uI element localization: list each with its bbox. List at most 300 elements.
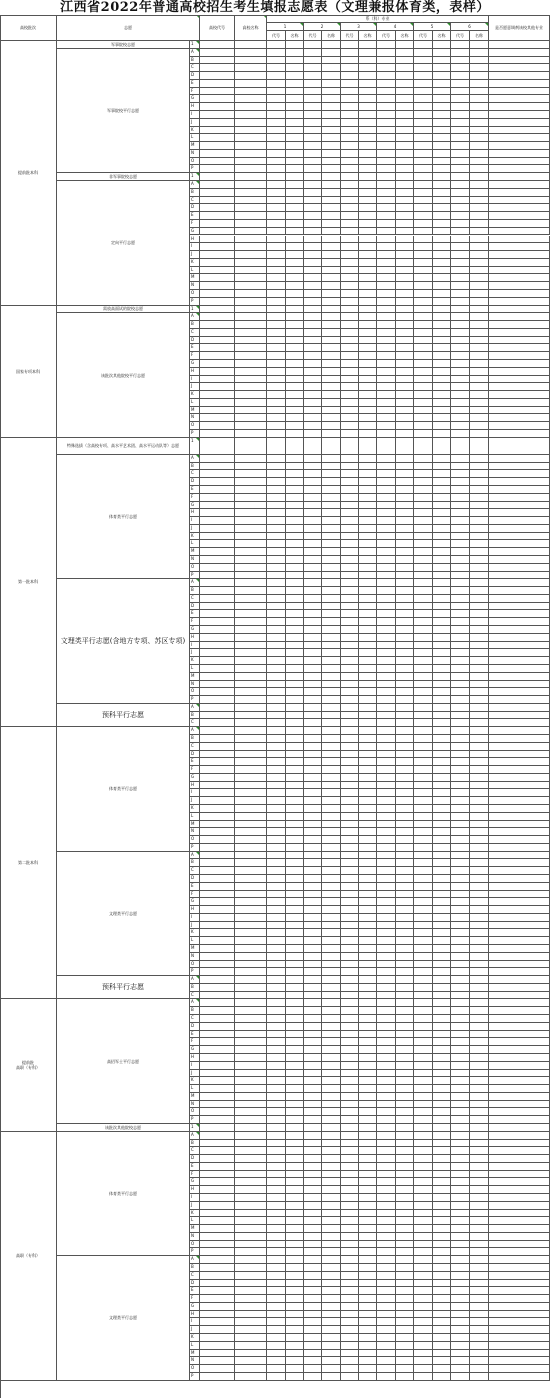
major-name-cell[interactable]	[433, 1023, 451, 1031]
major-code-cell[interactable]	[341, 274, 359, 282]
major-name-cell[interactable]	[322, 236, 341, 244]
major-code-cell[interactable]	[267, 805, 286, 813]
major-name-cell[interactable]	[470, 197, 489, 205]
school-name-cell[interactable]	[235, 80, 267, 88]
major-code-cell[interactable]	[267, 422, 286, 430]
major-code-cell[interactable]	[414, 422, 433, 430]
major-name-cell[interactable]	[359, 595, 377, 603]
major-name-cell[interactable]	[396, 859, 414, 867]
school-code-cell[interactable]	[200, 1155, 235, 1163]
major-name-cell[interactable]	[470, 945, 489, 953]
major-code-cell[interactable]	[304, 1093, 322, 1101]
major-code-cell[interactable]	[414, 486, 433, 494]
major-name-cell[interactable]	[322, 1248, 341, 1256]
major-name-cell[interactable]	[433, 463, 451, 471]
major-code-cell[interactable]	[377, 1023, 396, 1031]
adjust-cell[interactable]	[489, 1256, 550, 1264]
major-code-cell[interactable]	[304, 1155, 322, 1163]
school-code-cell[interactable]	[200, 165, 235, 173]
adjust-cell[interactable]	[489, 618, 550, 626]
major-name-cell[interactable]	[286, 41, 304, 49]
major-name-cell[interactable]	[359, 727, 377, 735]
major-code-cell[interactable]	[341, 1311, 359, 1319]
school-name-cell[interactable]	[235, 867, 267, 875]
major-name-cell[interactable]	[433, 119, 451, 127]
major-code-cell[interactable]	[267, 1178, 286, 1186]
major-name-cell[interactable]	[396, 1054, 414, 1062]
major-name-cell[interactable]	[433, 360, 451, 368]
major-code-cell[interactable]	[304, 290, 322, 298]
school-name-cell[interactable]	[235, 1093, 267, 1101]
major-name-cell[interactable]	[359, 1023, 377, 1031]
major-code-cell[interactable]	[341, 1210, 359, 1218]
major-code-cell[interactable]	[414, 1070, 433, 1078]
major-code-cell[interactable]	[267, 603, 286, 611]
major-name-cell[interactable]	[396, 984, 414, 992]
major-name-cell[interactable]	[359, 1194, 377, 1202]
major-name-cell[interactable]	[433, 478, 451, 486]
major-name-cell[interactable]	[433, 1373, 451, 1381]
major-name-cell[interactable]	[470, 751, 489, 759]
major-name-cell[interactable]	[433, 1147, 451, 1155]
major-code-cell[interactable]	[341, 1365, 359, 1373]
major-code-cell[interactable]	[451, 306, 470, 314]
major-code-cell[interactable]	[304, 929, 322, 937]
major-code-cell[interactable]	[377, 1217, 396, 1225]
school-code-cell[interactable]	[200, 1147, 235, 1155]
major-name-cell[interactable]	[433, 212, 451, 220]
adjust-cell[interactable]	[489, 859, 550, 867]
major-code-cell[interactable]	[341, 478, 359, 486]
major-code-cell[interactable]	[267, 352, 286, 360]
school-code-cell[interactable]	[200, 688, 235, 696]
major-name-cell[interactable]	[359, 1062, 377, 1070]
major-name-cell[interactable]	[359, 1015, 377, 1023]
school-name-cell[interactable]	[235, 391, 267, 399]
major-code-cell[interactable]	[377, 329, 396, 337]
major-name-cell[interactable]	[396, 72, 414, 80]
major-name-cell[interactable]	[322, 937, 341, 945]
major-code-cell[interactable]	[341, 321, 359, 329]
major-name-cell[interactable]	[470, 603, 489, 611]
major-code-cell[interactable]	[451, 953, 470, 961]
major-code-cell[interactable]	[414, 976, 433, 984]
major-name-cell[interactable]	[396, 821, 414, 829]
major-code-cell[interactable]	[267, 1248, 286, 1256]
major-code-cell[interactable]	[341, 945, 359, 953]
school-code-cell[interactable]	[200, 1287, 235, 1295]
school-name-cell[interactable]	[235, 399, 267, 407]
major-name-cell[interactable]	[396, 525, 414, 533]
major-name-cell[interactable]	[433, 984, 451, 992]
major-name-cell[interactable]	[470, 564, 489, 572]
major-name-cell[interactable]	[433, 704, 451, 712]
major-name-cell[interactable]	[286, 422, 304, 430]
major-name-cell[interactable]	[359, 673, 377, 681]
school-name-cell[interactable]	[235, 1350, 267, 1358]
school-name-cell[interactable]	[235, 368, 267, 376]
major-code-cell[interactable]	[414, 883, 433, 891]
major-name-cell[interactable]	[359, 1303, 377, 1311]
major-code-cell[interactable]	[414, 634, 433, 642]
major-code-cell[interactable]	[377, 509, 396, 517]
school-name-cell[interactable]	[235, 789, 267, 797]
major-code-cell[interactable]	[304, 306, 322, 314]
major-name-cell[interactable]	[359, 49, 377, 57]
major-code-cell[interactable]	[451, 399, 470, 407]
major-code-cell[interactable]	[414, 88, 433, 96]
major-code-cell[interactable]	[414, 844, 433, 852]
major-name-cell[interactable]	[470, 821, 489, 829]
major-name-cell[interactable]	[322, 1318, 341, 1326]
adjust-cell[interactable]	[489, 486, 550, 494]
major-code-cell[interactable]	[341, 1085, 359, 1093]
major-name-cell[interactable]	[359, 391, 377, 399]
major-code-cell[interactable]	[451, 455, 470, 463]
major-name-cell[interactable]	[322, 1350, 341, 1358]
school-name-cell[interactable]	[235, 64, 267, 72]
major-code-cell[interactable]	[267, 992, 286, 1000]
school-name-cell[interactable]	[235, 486, 267, 494]
major-name-cell[interactable]	[359, 743, 377, 751]
major-name-cell[interactable]	[359, 57, 377, 65]
major-name-cell[interactable]	[433, 649, 451, 657]
major-name-cell[interactable]	[470, 41, 489, 49]
major-code-cell[interactable]	[267, 937, 286, 945]
major-name-cell[interactable]	[286, 1272, 304, 1280]
adjust-cell[interactable]	[489, 1241, 550, 1249]
major-name-cell[interactable]	[396, 49, 414, 57]
major-code-cell[interactable]	[304, 891, 322, 899]
school-name-cell[interactable]	[235, 540, 267, 548]
major-code-cell[interactable]	[267, 197, 286, 205]
major-code-cell[interactable]	[377, 251, 396, 259]
major-code-cell[interactable]	[267, 914, 286, 922]
major-code-cell[interactable]	[451, 906, 470, 914]
school-code-cell[interactable]	[200, 41, 235, 49]
major-code-cell[interactable]	[451, 743, 470, 751]
major-code-cell[interactable]	[267, 1023, 286, 1031]
major-name-cell[interactable]	[322, 486, 341, 494]
major-name-cell[interactable]	[359, 782, 377, 790]
major-name-cell[interactable]	[396, 891, 414, 899]
major-name-cell[interactable]	[470, 1342, 489, 1350]
major-code-cell[interactable]	[341, 758, 359, 766]
school-name-cell[interactable]	[235, 610, 267, 618]
major-name-cell[interactable]	[322, 556, 341, 564]
school-code-cell[interactable]	[200, 813, 235, 821]
major-name-cell[interactable]	[433, 1077, 451, 1085]
major-name-cell[interactable]	[433, 610, 451, 618]
adjust-cell[interactable]	[489, 976, 550, 984]
major-code-cell[interactable]	[377, 1101, 396, 1109]
major-name-cell[interactable]	[286, 564, 304, 572]
major-code-cell[interactable]	[377, 1186, 396, 1194]
major-code-cell[interactable]	[414, 344, 433, 352]
school-name-cell[interactable]	[235, 282, 267, 290]
major-name-cell[interactable]	[396, 852, 414, 860]
major-code-cell[interactable]	[341, 486, 359, 494]
major-name-cell[interactable]	[396, 119, 414, 127]
major-name-cell[interactable]	[433, 1264, 451, 1272]
major-name-cell[interactable]	[322, 1295, 341, 1303]
major-code-cell[interactable]	[341, 999, 359, 1007]
major-name-cell[interactable]	[470, 321, 489, 329]
major-code-cell[interactable]	[341, 368, 359, 376]
school-code-cell[interactable]	[200, 968, 235, 976]
major-code-cell[interactable]	[341, 337, 359, 345]
major-code-cell[interactable]	[451, 891, 470, 899]
major-code-cell[interactable]	[414, 1046, 433, 1054]
major-code-cell[interactable]	[341, 766, 359, 774]
major-name-cell[interactable]	[470, 1178, 489, 1186]
school-name-cell[interactable]	[235, 1186, 267, 1194]
major-name-cell[interactable]	[322, 634, 341, 642]
school-name-cell[interactable]	[235, 470, 267, 478]
major-name-cell[interactable]	[286, 1054, 304, 1062]
school-name-cell[interactable]	[235, 961, 267, 969]
major-code-cell[interactable]	[414, 1062, 433, 1070]
major-code-cell[interactable]	[304, 1272, 322, 1280]
major-name-cell[interactable]	[359, 1101, 377, 1109]
major-code-cell[interactable]	[414, 1085, 433, 1093]
major-code-cell[interactable]	[341, 1186, 359, 1194]
school-name-cell[interactable]	[235, 1031, 267, 1039]
major-name-cell[interactable]	[396, 564, 414, 572]
major-name-cell[interactable]	[359, 922, 377, 930]
major-name-cell[interactable]	[433, 961, 451, 969]
major-name-cell[interactable]	[286, 165, 304, 173]
major-name-cell[interactable]	[322, 828, 341, 836]
major-name-cell[interactable]	[286, 859, 304, 867]
major-name-cell[interactable]	[286, 1108, 304, 1116]
major-code-cell[interactable]	[414, 540, 433, 548]
major-name-cell[interactable]	[396, 548, 414, 556]
school-name-cell[interactable]	[235, 1155, 267, 1163]
major-name-cell[interactable]	[286, 228, 304, 236]
major-name-cell[interactable]	[359, 587, 377, 595]
major-code-cell[interactable]	[451, 844, 470, 852]
major-name-cell[interactable]	[322, 204, 341, 212]
major-code-cell[interactable]	[341, 657, 359, 665]
school-name-cell[interactable]	[235, 859, 267, 867]
major-code-cell[interactable]	[451, 344, 470, 352]
major-name-cell[interactable]	[359, 719, 377, 727]
major-code-cell[interactable]	[377, 548, 396, 556]
major-name-cell[interactable]	[470, 1007, 489, 1015]
major-name-cell[interactable]	[322, 1140, 341, 1148]
major-code-cell[interactable]	[267, 1264, 286, 1272]
major-name-cell[interactable]	[322, 961, 341, 969]
major-code-cell[interactable]	[414, 455, 433, 463]
adjust-cell[interactable]	[489, 212, 550, 220]
major-name-cell[interactable]	[359, 696, 377, 704]
major-name-cell[interactable]	[322, 688, 341, 696]
major-name-cell[interactable]	[396, 259, 414, 267]
major-code-cell[interactable]	[267, 1132, 286, 1140]
major-name-cell[interactable]	[359, 1093, 377, 1101]
major-code-cell[interactable]	[377, 774, 396, 782]
school-name-cell[interactable]	[235, 548, 267, 556]
major-code-cell[interactable]	[267, 1054, 286, 1062]
major-code-cell[interactable]	[267, 525, 286, 533]
major-code-cell[interactable]	[304, 72, 322, 80]
major-code-cell[interactable]	[304, 1295, 322, 1303]
major-code-cell[interactable]	[451, 642, 470, 650]
major-name-cell[interactable]	[396, 1303, 414, 1311]
school-name-cell[interactable]	[235, 494, 267, 502]
major-code-cell[interactable]	[377, 696, 396, 704]
school-code-cell[interactable]	[200, 1077, 235, 1085]
major-name-cell[interactable]	[286, 548, 304, 556]
major-code-cell[interactable]	[414, 72, 433, 80]
major-name-cell[interactable]	[322, 165, 341, 173]
major-code-cell[interactable]	[377, 572, 396, 580]
major-code-cell[interactable]	[451, 1023, 470, 1031]
major-name-cell[interactable]	[286, 618, 304, 626]
major-code-cell[interactable]	[341, 1015, 359, 1023]
adjust-cell[interactable]	[489, 368, 550, 376]
major-name-cell[interactable]	[396, 360, 414, 368]
school-name-cell[interactable]	[235, 929, 267, 937]
major-name-cell[interactable]	[286, 57, 304, 65]
major-code-cell[interactable]	[304, 197, 322, 205]
major-name-cell[interactable]	[322, 41, 341, 49]
major-code-cell[interactable]	[304, 1311, 322, 1319]
major-name-cell[interactable]	[286, 119, 304, 127]
major-name-cell[interactable]	[396, 134, 414, 142]
adjust-cell[interactable]	[489, 72, 550, 80]
major-code-cell[interactable]	[267, 41, 286, 49]
school-name-cell[interactable]	[235, 587, 267, 595]
school-code-cell[interactable]	[200, 797, 235, 805]
major-code-cell[interactable]	[377, 704, 396, 712]
major-code-cell[interactable]	[414, 80, 433, 88]
major-name-cell[interactable]	[433, 766, 451, 774]
major-code-cell[interactable]	[267, 360, 286, 368]
adjust-cell[interactable]	[489, 922, 550, 930]
major-name-cell[interactable]	[286, 49, 304, 57]
adjust-cell[interactable]	[489, 298, 550, 306]
major-name-cell[interactable]	[322, 383, 341, 391]
major-code-cell[interactable]	[451, 376, 470, 384]
major-name-cell[interactable]	[322, 352, 341, 360]
major-name-cell[interactable]	[470, 267, 489, 275]
major-code-cell[interactable]	[377, 49, 396, 57]
major-name-cell[interactable]	[433, 891, 451, 899]
major-code-cell[interactable]	[341, 1108, 359, 1116]
major-code-cell[interactable]	[414, 1124, 433, 1132]
adjust-cell[interactable]	[489, 1147, 550, 1155]
major-name-cell[interactable]	[286, 478, 304, 486]
major-code-cell[interactable]	[414, 111, 433, 119]
major-code-cell[interactable]	[414, 556, 433, 564]
major-name-cell[interactable]	[433, 49, 451, 57]
school-code-cell[interactable]	[200, 642, 235, 650]
adjust-cell[interactable]	[489, 1248, 550, 1256]
major-name-cell[interactable]	[359, 1217, 377, 1225]
major-name-cell[interactable]	[359, 111, 377, 119]
major-code-cell[interactable]	[414, 984, 433, 992]
major-name-cell[interactable]	[470, 414, 489, 422]
major-name-cell[interactable]	[322, 1093, 341, 1101]
major-name-cell[interactable]	[322, 173, 341, 181]
major-code-cell[interactable]	[377, 1303, 396, 1311]
major-code-cell[interactable]	[377, 657, 396, 665]
major-code-cell[interactable]	[341, 1248, 359, 1256]
major-name-cell[interactable]	[286, 696, 304, 704]
major-name-cell[interactable]	[396, 805, 414, 813]
major-code-cell[interactable]	[451, 1248, 470, 1256]
school-code-cell[interactable]	[200, 1015, 235, 1023]
major-name-cell[interactable]	[433, 657, 451, 665]
major-name-cell[interactable]	[433, 243, 451, 251]
school-code-cell[interactable]	[200, 844, 235, 852]
major-name-cell[interactable]	[433, 688, 451, 696]
major-name-cell[interactable]	[396, 1287, 414, 1295]
school-code-cell[interactable]	[200, 1334, 235, 1342]
school-code-cell[interactable]	[200, 533, 235, 541]
school-code-cell[interactable]	[200, 64, 235, 72]
major-name-cell[interactable]	[433, 329, 451, 337]
major-name-cell[interactable]	[322, 743, 341, 751]
major-name-cell[interactable]	[322, 595, 341, 603]
school-name-cell[interactable]	[235, 72, 267, 80]
major-code-cell[interactable]	[451, 984, 470, 992]
school-name-cell[interactable]	[235, 813, 267, 821]
major-name-cell[interactable]	[433, 1163, 451, 1171]
major-name-cell[interactable]	[433, 813, 451, 821]
school-code-cell[interactable]	[200, 852, 235, 860]
school-code-cell[interactable]	[200, 758, 235, 766]
major-name-cell[interactable]	[359, 891, 377, 899]
major-code-cell[interactable]	[304, 1303, 322, 1311]
major-code-cell[interactable]	[304, 595, 322, 603]
major-code-cell[interactable]	[414, 1256, 433, 1264]
major-name-cell[interactable]	[470, 727, 489, 735]
major-code-cell[interactable]	[451, 119, 470, 127]
major-name-cell[interactable]	[286, 1357, 304, 1365]
major-name-cell[interactable]	[322, 540, 341, 548]
major-code-cell[interactable]	[451, 1334, 470, 1342]
major-code-cell[interactable]	[341, 751, 359, 759]
major-code-cell[interactable]	[341, 1147, 359, 1155]
major-code-cell[interactable]	[377, 766, 396, 774]
major-code-cell[interactable]	[414, 57, 433, 65]
major-name-cell[interactable]	[322, 1287, 341, 1295]
major-name-cell[interactable]	[322, 422, 341, 430]
major-code-cell[interactable]	[267, 999, 286, 1007]
major-name-cell[interactable]	[396, 1077, 414, 1085]
major-code-cell[interactable]	[414, 150, 433, 158]
major-name-cell[interactable]	[286, 1241, 304, 1249]
major-name-cell[interactable]	[359, 883, 377, 891]
major-code-cell[interactable]	[341, 376, 359, 384]
major-name-cell[interactable]	[286, 1171, 304, 1179]
major-name-cell[interactable]	[470, 1171, 489, 1179]
school-name-cell[interactable]	[235, 142, 267, 150]
major-code-cell[interactable]	[451, 719, 470, 727]
major-name-cell[interactable]	[433, 929, 451, 937]
major-code-cell[interactable]	[451, 1326, 470, 1334]
major-code-cell[interactable]	[341, 883, 359, 891]
school-name-cell[interactable]	[235, 1070, 267, 1078]
major-code-cell[interactable]	[451, 945, 470, 953]
major-name-cell[interactable]	[470, 1225, 489, 1233]
school-code-cell[interactable]	[200, 352, 235, 360]
major-code-cell[interactable]	[377, 1295, 396, 1303]
major-name-cell[interactable]	[322, 945, 341, 953]
